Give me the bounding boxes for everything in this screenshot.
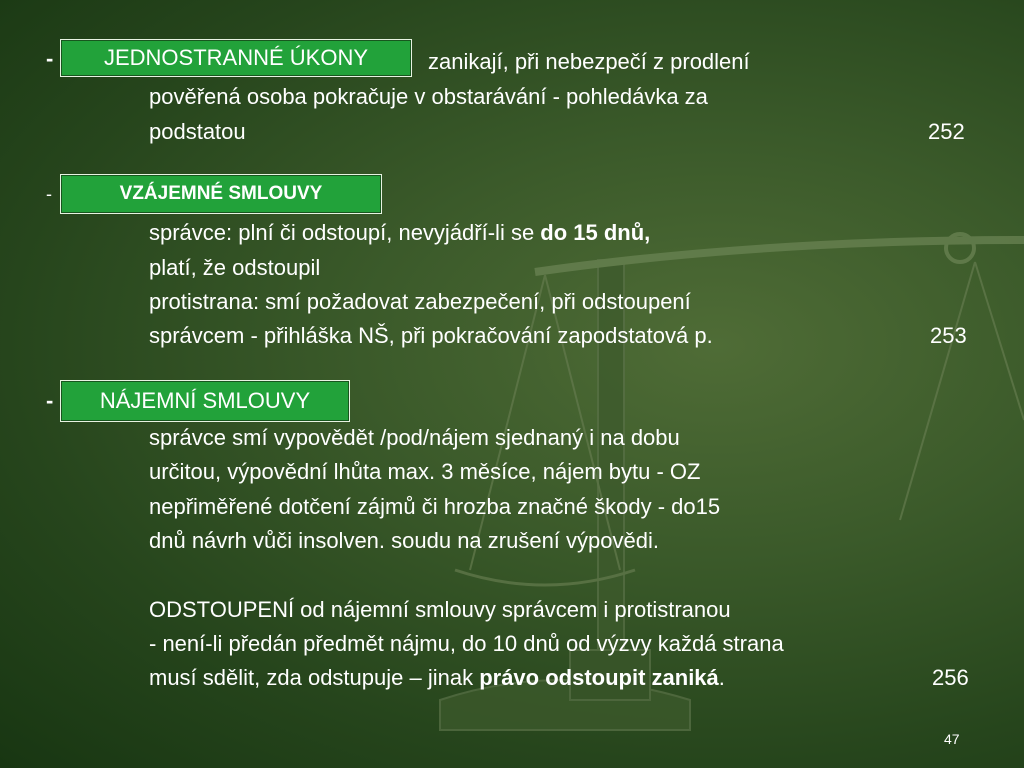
section2-line-bold: do 15 dnů,	[540, 220, 651, 245]
label-vzajemne-smlouvy: VZÁJEMNÉ SMLOUVY	[60, 174, 382, 214]
section1-line: podstatou	[149, 119, 246, 144]
section2-line-text: správce: plní či odstoupí, nevyjádří-li se	[149, 220, 541, 245]
label-najemni-smlouvy: NÁJEMNÍ SMLOUVY	[60, 380, 350, 422]
bullet-dash: -	[46, 388, 54, 413]
section3-line: nepřiměřené dotčení zájmů či hrozba značné škody - do15	[149, 494, 721, 519]
page-ref: 256	[932, 665, 969, 690]
page-ref: 252	[928, 119, 965, 144]
odstoupeni-text: musí sdělit, zda odstupuje – jinak	[149, 665, 480, 690]
section3-line: dnů návrh vůči insolven. soudu na zrušení výpovědi.	[149, 528, 659, 553]
odstoupeni-text: .	[718, 665, 725, 690]
section2-line	[149, 220, 650, 246]
section1-first-line: zanikají, při nebezpečí z prodlení	[428, 49, 750, 74]
bullet-dash: -	[46, 46, 54, 71]
odstoupeni-bold: právo odstoupit zaniká	[479, 665, 719, 690]
section2-line: platí, že odstoupil	[149, 255, 321, 280]
page-ref: 253	[930, 323, 967, 348]
odstoupeni-line: - není-li předán předmět nájmu, do 10 dnů od výzvy každá strana	[149, 631, 784, 656]
label-jednostranne-ukony: JEDNOSTRANNÉ ÚKONY	[60, 39, 412, 77]
section1-line: pověřená osoba pokračuje v obstarávání - pohledávka za	[149, 84, 708, 109]
bullet-dash: -	[46, 184, 52, 204]
odstoupeni-line: ODSTOUPENÍ od nájemní smlouvy správcem i protistranou	[149, 597, 731, 622]
section3-line: určitou, výpovědní lhůta max. 3 měsíce, nájem bytu - OZ	[149, 459, 701, 484]
odstoupeni-line	[149, 665, 725, 691]
section3-line: správce smí vypovědět /pod/nájem sjednaný i na dobu	[149, 425, 680, 450]
section2-line: správcem - přihláška NŠ, při pokračování zapodstatová p.	[149, 323, 713, 348]
slide-number: 47	[944, 731, 960, 747]
section2-line: protistrana: smí požadovat zabezpečení, při odstoupení	[149, 289, 691, 314]
